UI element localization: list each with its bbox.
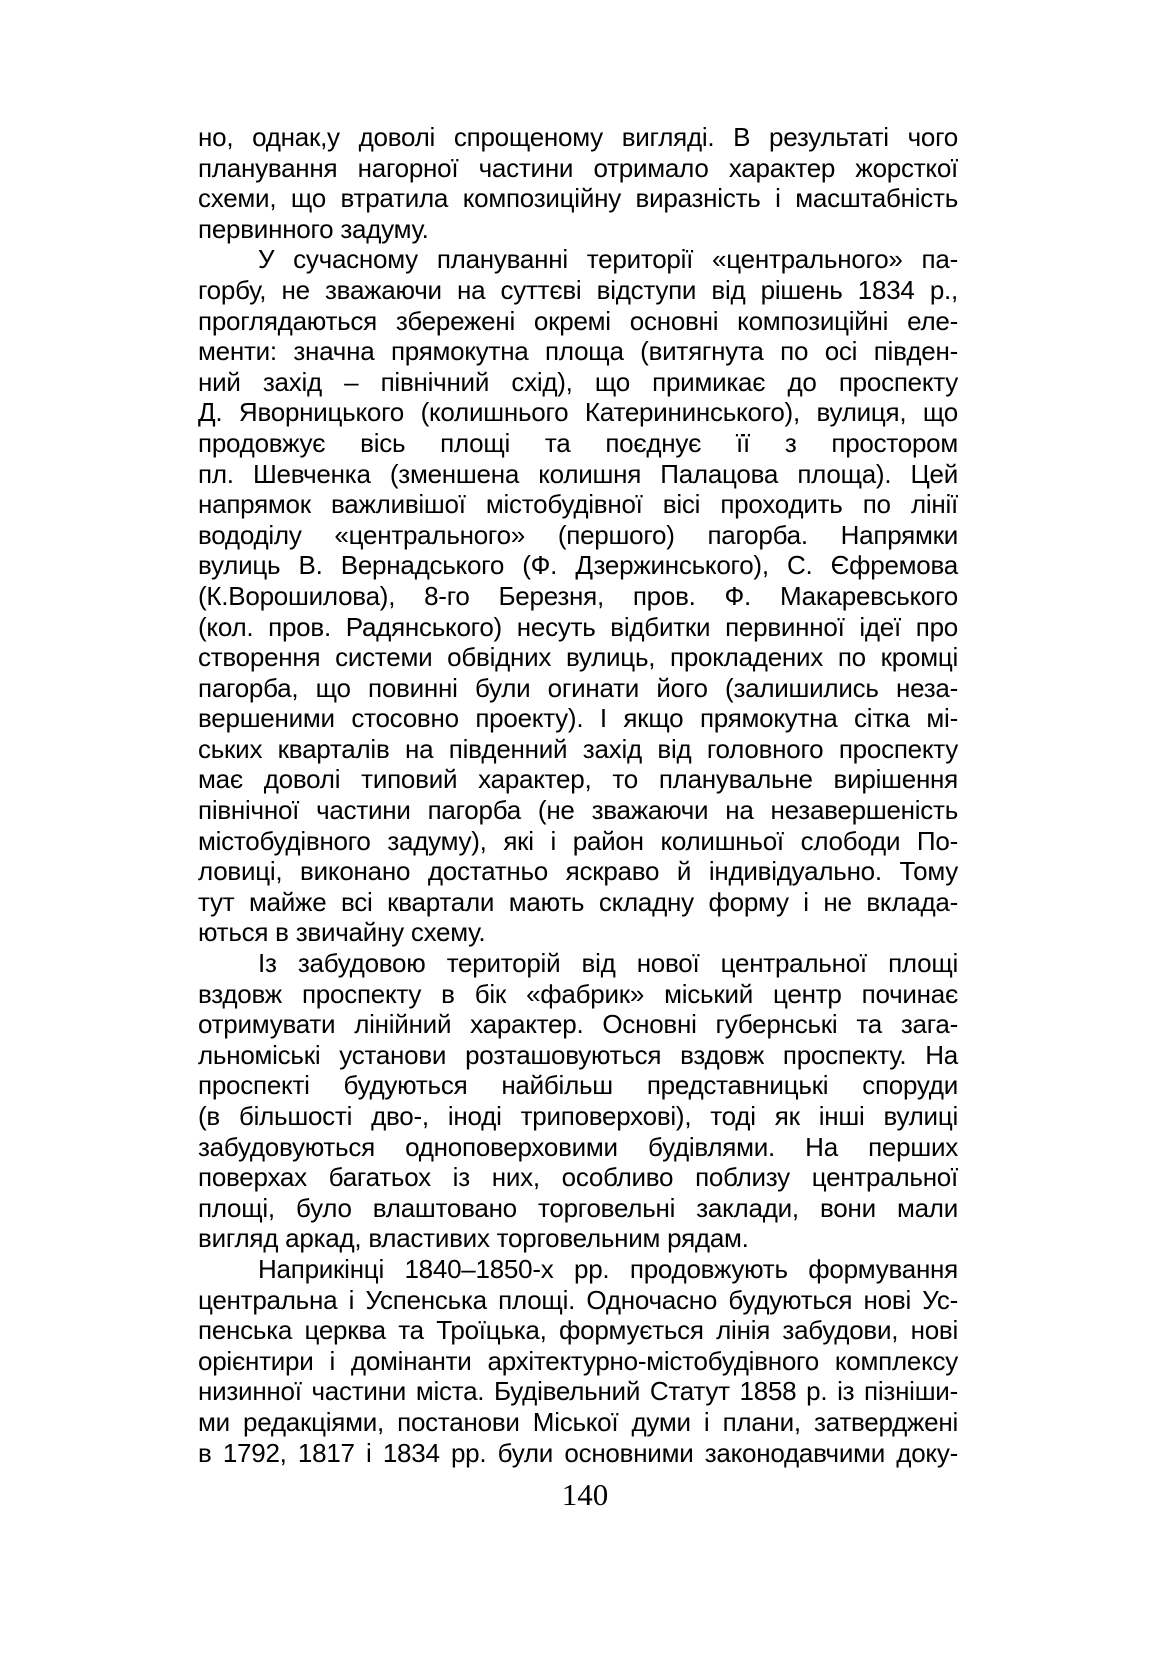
text-line: вздовж проспекту в бік «фабрик» міський центр починає bbox=[198, 978, 958, 1009]
text-line: Із забудовою територій від нової центральної площі bbox=[258, 948, 958, 979]
text-line: містобудівного задуму), які і район колишньої слободи По- bbox=[198, 825, 958, 856]
text-line: північної частини пагорба (не зважаючи на незавершеність bbox=[198, 795, 958, 826]
text-line: (К.Ворошилова), 8-го Березня, пров. Ф. Макаревського bbox=[198, 580, 958, 611]
text-line: ються в звичайну схему. bbox=[198, 917, 486, 948]
text-line: схеми, що втратила композиційну виразність і масштабність bbox=[198, 183, 958, 214]
text-line: льноміські установи розташовуються вздовж проспекту. На bbox=[198, 1039, 958, 1070]
text-line: створення системи обвідних вулиць, прокладених по кромці bbox=[198, 642, 958, 673]
text-line: площі, було влаштовано торговельні заклади, вони мали bbox=[198, 1192, 958, 1223]
text-line: пл. Шевченка (зменшена колишня Палацова площа). Цей bbox=[198, 458, 958, 489]
text-line: вододілу «центрального» (першого) пагорба. Напрямки bbox=[198, 519, 958, 550]
text-line: вулиць В. Вернадського (Ф. Дзержинського), С. Єфремова bbox=[198, 550, 958, 581]
text-line: вершеними стосовно проекту). І якщо прямокутна сітка мі- bbox=[198, 703, 958, 734]
text-line: ських кварталів на південний захід від головного проспекту bbox=[198, 733, 958, 764]
text-line: первинного задуму. bbox=[198, 213, 429, 244]
text-line: вигляд аркад, властивих торговельним рядам. bbox=[198, 1223, 749, 1254]
text-line: ний захід – північний схід), що примикає до проспекту bbox=[198, 366, 958, 397]
text-column bbox=[198, 122, 958, 1468]
text-line: продовжує вісь площі та поєднує її з простором bbox=[198, 427, 958, 458]
text-line: ми редакціями, постанови Міської думи і плани, затверджені bbox=[198, 1406, 958, 1437]
text-line: забудовуються одноповерховими будівлями. На перших bbox=[198, 1131, 958, 1162]
text-line: центральна і Успенська площі. Одночасно будуються нові Ус- bbox=[198, 1284, 958, 1315]
text-line: Д. Яворницького (колишнього Катерининського), вулиця, що bbox=[198, 397, 958, 428]
text-line: планування нагорної частини отримало характер жорсткої bbox=[198, 152, 958, 183]
text-line: проглядаються збережені окремі основні композиційні еле- bbox=[198, 305, 958, 336]
text-line: проспекті будуються найбільш представницькі споруди bbox=[198, 1070, 958, 1101]
text-line: напрямок важливішої містобудівної вісі проходить по лінії bbox=[198, 489, 958, 520]
text-line: ловиці, виконано достатньо яскраво й індивідуально. Тому bbox=[198, 856, 958, 887]
text-line: отримувати лінійний характер. Основні губернські та зага- bbox=[198, 1009, 958, 1040]
text-line: тут майже всі квартали мають складну форму і не вклада- bbox=[198, 886, 958, 917]
text-line: має доволі типовий характер, то планувальне вирішення bbox=[198, 764, 958, 795]
text-line: орієнтири і домінанти архітектурно-містобудівного комплексу bbox=[198, 1345, 958, 1376]
text-line: (кол. пров. Радянського) несуть відбитки первинної ідеї про bbox=[198, 611, 958, 642]
text-line: пенська церква та Троїцька, формується лінія забудови, нові bbox=[198, 1315, 958, 1346]
page-number: 140 bbox=[561, 1477, 609, 1512]
text-line: низинної частини міста. Будівельний Статут 1858 р. із пізніши- bbox=[198, 1376, 958, 1407]
text-line: менти: значна прямокутна площа (витягнута по осі півден- bbox=[198, 336, 958, 367]
text-line: но, однак,у доволі спрощеному вигляді. В результаті чого bbox=[198, 122, 958, 152]
text-line: горбу, не зважаючи на суттєві відступи від рішень 1834 р., bbox=[198, 274, 958, 305]
text-line: пагорба, що повинні були огинати його (залишились неза- bbox=[198, 672, 958, 703]
text-line: в 1792, 1817 і 1834 рр. були основними законодавчими доку- bbox=[198, 1437, 958, 1468]
text-line: У сучасному плануванні території «центрального» па- bbox=[258, 244, 958, 275]
text-line: (в більшості дво-, іноді триповерхові), тоді як інші вулиці bbox=[198, 1101, 958, 1131]
text-line: поверхах багатьох із них, особливо поблизу центральної bbox=[198, 1162, 958, 1193]
text-line: Наприкінці 1840–1850-х рр. продовжують формування bbox=[258, 1253, 958, 1284]
